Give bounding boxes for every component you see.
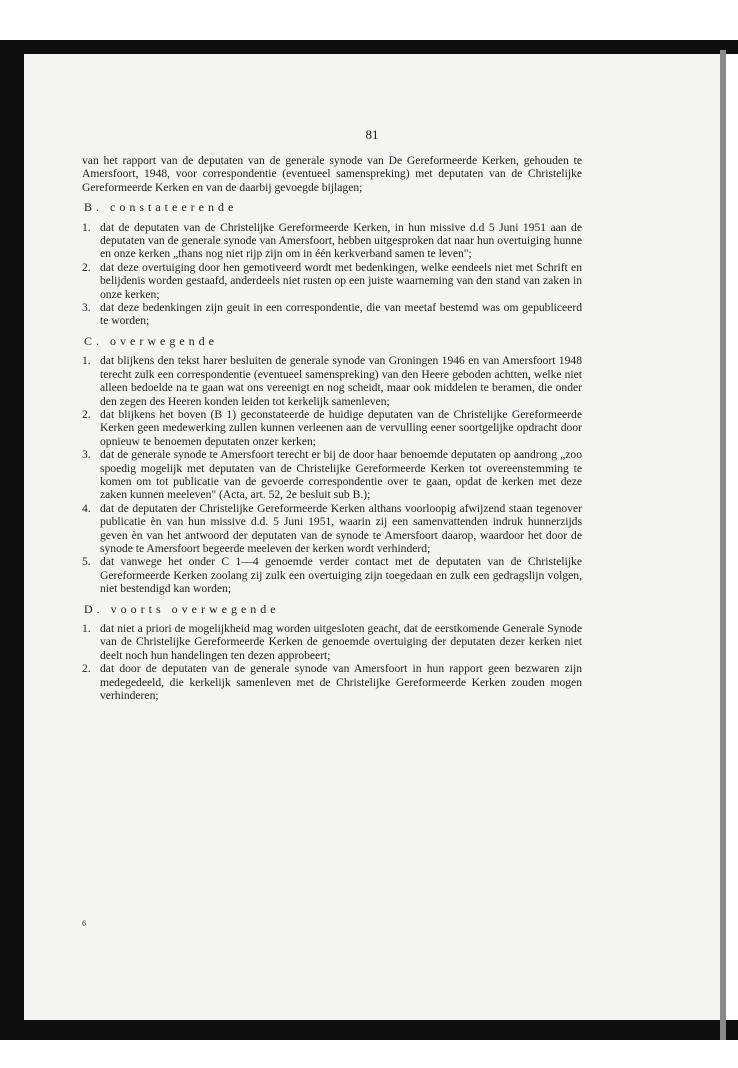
item-number: 2. (82, 260, 91, 274)
scan-top-border (0, 40, 738, 54)
list-item (82, 301, 582, 328)
list-item (82, 622, 582, 662)
list-item (82, 502, 582, 556)
list-item (82, 662, 582, 702)
section-b (82, 201, 582, 328)
page-body (82, 154, 582, 702)
section-heading: C. overwegende (84, 333, 218, 348)
item-number: 3. (82, 448, 91, 462)
item-number: 1. (82, 622, 91, 635)
list-item (82, 448, 582, 502)
signature-mark: 6 (82, 919, 86, 928)
item-number: 1. (82, 220, 91, 234)
item-number: 5. (82, 555, 91, 569)
item-text: dat niet a priori de mogelijkheid mag worden uitgesloten geacht, dat de eerstkomende Generale Synode van de Christelijke Gereformeerde Kerken de genoemde overtuiging der deputaten dezer kerken niet deelt noch hun handelingen ten dezen approbeert; (100, 622, 582, 662)
document-page (24, 54, 720, 1020)
item-number: 3. (82, 301, 91, 315)
list-item (82, 221, 582, 261)
item-number: 2. (82, 662, 91, 676)
item-text: dat blijkens het boven (B 1) geconstateerde de huidige deputaten van de Christelijke Gereformeerde Kerken geen medewerking zullen kunnen verleenen aan de vervulling eener soortgelijke opdracht door opnieuw te benoemen deputaten onzer kerken; (100, 407, 582, 448)
item-text: dat de deputaten der Christelijke Gereformeerde Kerken althans voorloopig afwijzend staan tegenover publicatie èn van hun missive d.d. 5 Juni 1951, waarin zij een samenvattenden indruk hunnerzijds geven èn van het antwoord der deputaten van de synode te Amersfoort daarop, waardoor het door de synode te Amersfoort begeerde meeleven der kerken wordt verhinderd; (100, 501, 582, 555)
intro-paragraph: van het rapport van de deputaten van de generale synode van De Gereformeerde Kerken, gehouden te Amersfoort, 1948, voor correspondentie (eventueel samenspreking) met deputaten van de Christelijke Gereformeerde Kerken en van de daarbij gevoegde bijlagen; (82, 154, 582, 194)
list-item (82, 354, 582, 408)
list-item (82, 555, 582, 595)
item-text: dat deze overtuiging door hen gemotiveerd wordt met bedenkingen, welke eendeels niet met Schrift en belijdenis worden gestaafd, anderdeels niet rusten op een juiste waarneming van den stand van zaken in onze kerken; (100, 260, 582, 301)
item-text: dat de deputaten van de Christelijke Gereformeerde Kerken, in hun missive d.d 5 Juni 1951 aan de deputaten van de generale synode van Amersfoort, hebben uitgesproken dat naar hun overtuiging hunne en onze kerken „thans nog niet rijp zijn om in één kerkverband samen te leven"; (100, 220, 582, 261)
item-text: dat door de deputaten van de generale synode van Amersfoort in hun rapport geen bezwaren zijn medegedeeld, die kerkelijk samenleven met de Christelijke Gereformeerde Kerken zouden mogen verhinderen; (100, 662, 582, 703)
section-d (82, 603, 582, 703)
scan-right-edge (720, 50, 726, 1040)
item-number: 4. (82, 501, 91, 515)
item-text: dat deze bedenkingen zijn geuit in een correspondentie, die van meetaf bestemd was om gepubliceerd te worden; (100, 301, 582, 328)
section-heading: D. voorts overwegende (84, 601, 280, 616)
item-text: dat vanwege het onder C 1—4 genoemde verder contact met de deputaten van de Christelijke Gereformeerde Kerken zoolang zij zulk een overtuiging zijn toegedaan en zulk een gedragslijn volgen, niet bestendigd kan worden; (100, 555, 582, 596)
page-number: 81 (365, 127, 379, 142)
item-text: dat de generale synode te Amersfoort terecht er bij de door haar benoemde deputaten op aandrong „zoo spoedig mogelijk met deputaten van de Christelijke Gereformeerde Kerken tot overeenstemming te komen om tot publicatie van de gevoerde correspondentie over te gaan, opdat de kerken met deze zaken kunnen meeleven" (Acta, art. 52, 2e besluit sub B.); (100, 448, 582, 502)
scan-bottom-border (0, 1020, 738, 1040)
item-number: 1. (82, 354, 91, 368)
section-heading: B. constateerende (84, 200, 238, 215)
section-c (82, 335, 582, 596)
item-text: dat blijkens den tekst harer besluiten de generale synode van Groningen 1946 en van Amersfoort 1948 terecht zulk een correspondentie (eventueel samenspreking) van den Heere geboden achtten, welke niet alleen bedoelde na te gaan wat ons vereenigt en nog scheidt, maar ook middelen te beramen, die onder den zegen des Heeren konden leiden tot kerkelijk samenleven; (100, 354, 582, 408)
scan-left-border (0, 40, 24, 1040)
item-number: 2. (82, 407, 91, 421)
list-item (82, 261, 582, 301)
list-item (82, 408, 582, 448)
